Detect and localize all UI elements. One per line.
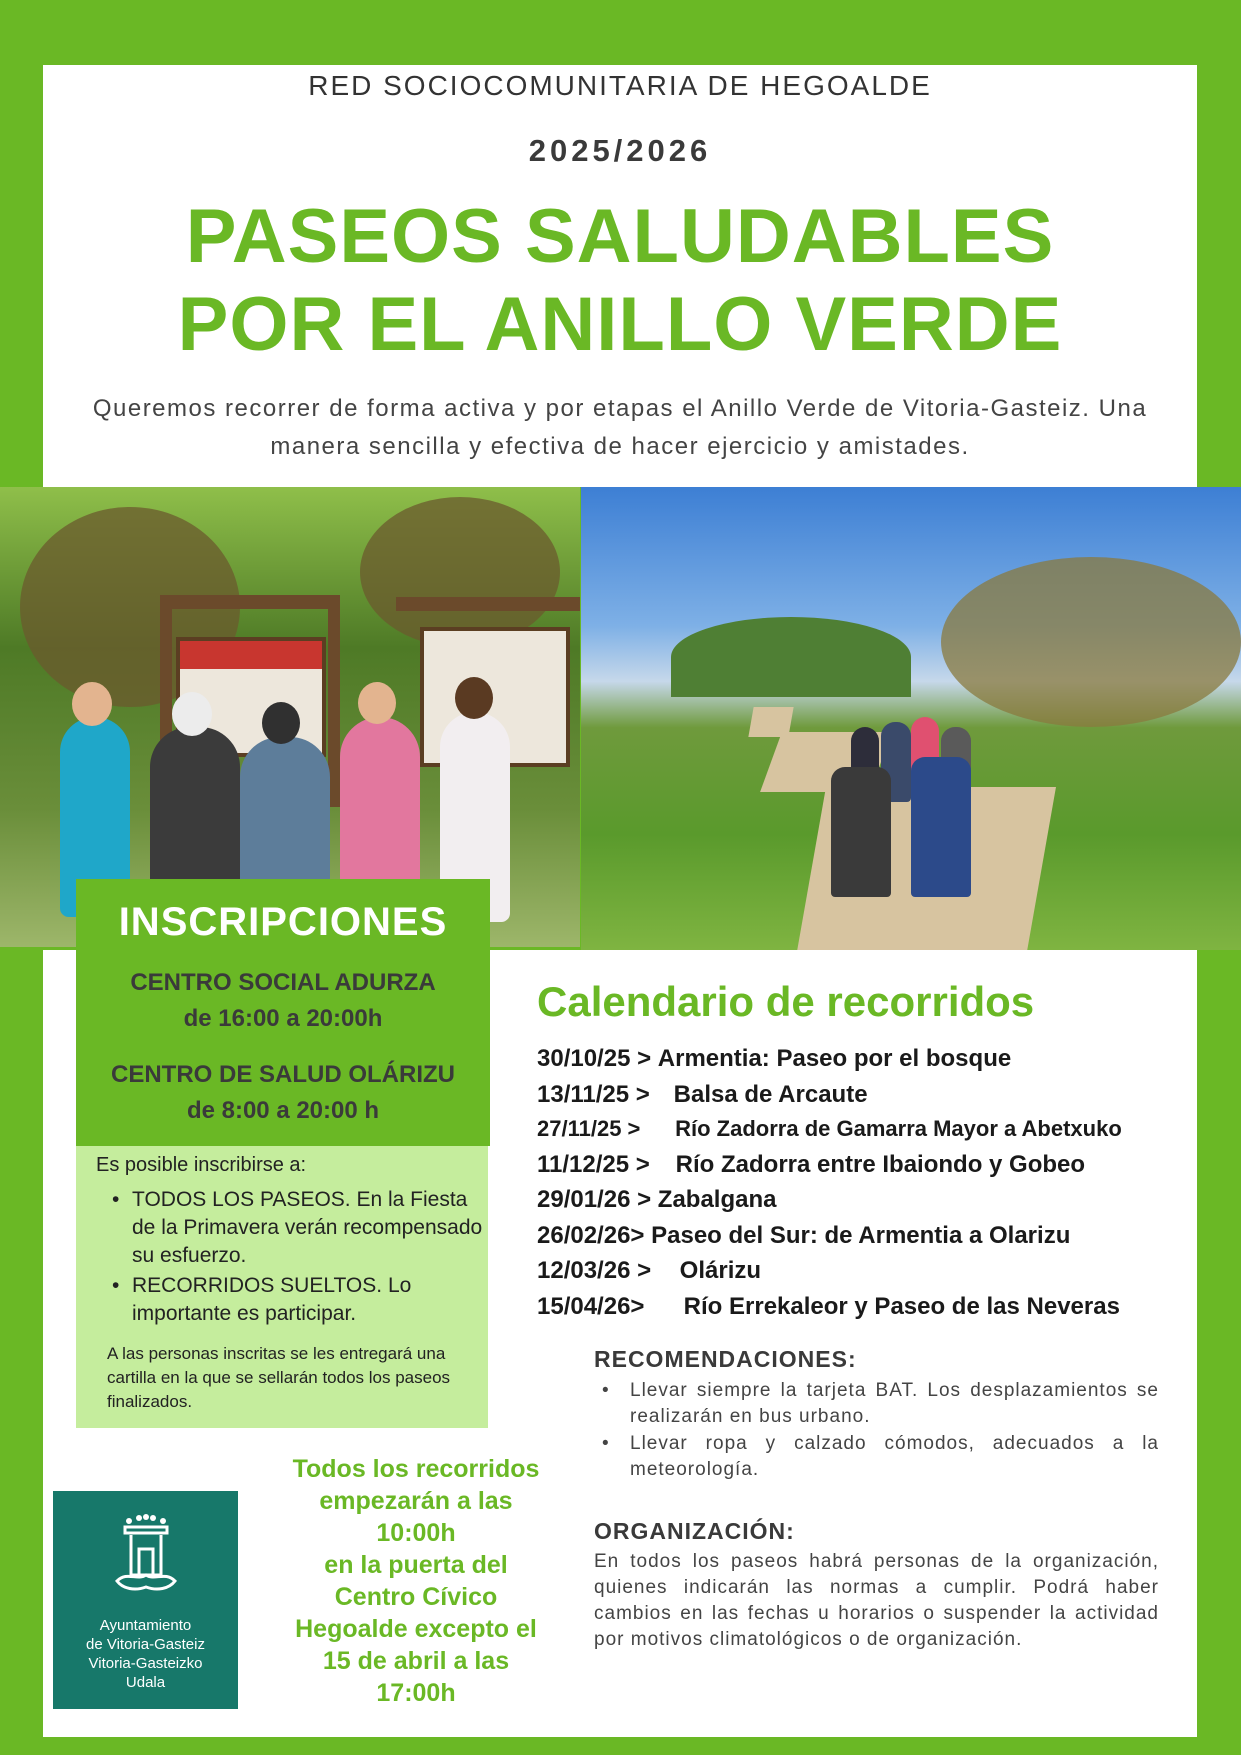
organization-text: En todos los paseos habrá personas de la organización, quienes indicarán las normas a cumplir. Podrá haber cambios en las fechas u horarios o suspender la actividad por motivos climatológicos o de organización. <box>594 1551 1159 1650</box>
organization-heading: ORGANIZACIÓN: <box>594 1518 795 1544</box>
main-title <box>43 193 1197 369</box>
registration-hours-1: de 16:00 a 20:00h <box>183 1005 383 1032</box>
recommendations-title: RECOMENDACIONES <box>594 1346 848 1372</box>
calendar-date: 29/01/26 > <box>537 1186 652 1213</box>
calendar-place: Balsa de Arcaute <box>673 1081 868 1108</box>
calendar-place: Río Errekaleor y Paseo de las Neveras <box>683 1293 1120 1320</box>
title-line-2: POR EL ANILLO VERDE <box>177 282 1063 367</box>
logo-line-2: de Vitoria-Gasteiz <box>86 1636 205 1653</box>
list-item: • RECORRIDOS SUELTOS. Lo importante es participar. <box>110 1272 485 1328</box>
calendar-place: Río Zadorra de Gamarra Mayor a Abetxuko <box>675 1116 1122 1141</box>
calendar-place: Zabalgana <box>657 1186 777 1213</box>
calendar-date: 27/11/25 > <box>537 1116 641 1141</box>
calendar-date: 15/04/26> <box>537 1293 645 1320</box>
list-item: • TODOS LOS PASEOS. En la Fiesta de la Primavera verán recompensado su esfuerzo. <box>110 1186 485 1270</box>
calendar-row <box>537 1151 1085 1179</box>
start-line: en la puerta del <box>324 1551 508 1579</box>
calendar-date: 11/12/25 > <box>537 1151 650 1178</box>
logo-line-1: Ayuntamiento <box>99 1617 192 1634</box>
calendar-place: Olárizu <box>679 1257 762 1284</box>
city-council-name <box>53 1616 238 1692</box>
calendar-date: 26/02/26> <box>537 1222 645 1249</box>
walkers-on-path-photo <box>581 487 1241 950</box>
recommendations-heading: RECOMENDACIONES: <box>594 1346 857 1372</box>
registration-options-list <box>110 1186 485 1330</box>
intro-text: Queremos recorrer de forma activa y por etapas el Anillo Verde de Vitoria-Gasteiz. Una manera sencilla y efectiva de hacer ejercicio y amistades. <box>92 395 1148 460</box>
calendar-row <box>537 1222 1070 1250</box>
start-line: 10:00h <box>376 1519 456 1547</box>
calendar-place: Río Zadorra entre Ibaiondo y Gobeo <box>675 1151 1086 1178</box>
calendar-row <box>537 1293 1120 1321</box>
network-name: RED SOCIOCOMUNITARIA DE HEGOALDE <box>308 70 932 101</box>
calendar-date: 13/11/25 > <box>537 1081 650 1108</box>
calendar-row <box>537 1257 761 1285</box>
calendar-date: 12/03/26 > <box>537 1257 652 1284</box>
calendar-date: 30/10/25 > <box>537 1045 652 1072</box>
season-year: 2025/2026 <box>528 133 712 168</box>
calendar-title: Calendario de recorridos <box>537 978 1035 1025</box>
start-line: Centro Cívico <box>334 1583 498 1611</box>
calendar-row <box>537 1186 776 1214</box>
start-line: 17:00h <box>376 1679 456 1707</box>
title-line-1: PASEOS SALUDABLES <box>185 194 1055 279</box>
registration-note: A las personas inscritas se les entregará una cartilla en la que se sellarán todos los paseos finalizados. <box>107 1344 451 1411</box>
organization-title: ORGANIZACIÓN <box>594 1518 787 1544</box>
recommendations-list <box>602 1378 1159 1484</box>
registration-title: INSCRIPCIONES <box>118 900 448 944</box>
city-council-logo <box>53 1491 238 1709</box>
registration-info-lead: Es posible inscribirse a: <box>96 1154 307 1176</box>
start-line: Todos los recorridos <box>292 1455 540 1483</box>
group-at-signboard-photo <box>0 487 580 947</box>
start-time-notice <box>268 1453 564 1709</box>
logo-line-4: Udala <box>125 1674 166 1691</box>
registration-hours-2: de 8:00 a 20:00 h <box>186 1097 380 1124</box>
city-crest-icon <box>53 1491 238 1611</box>
registration-info-box <box>76 1146 488 1428</box>
list-item: • Llevar ropa y calzado cómodos, adecuados a la meteorología. <box>602 1431 1159 1483</box>
calendar-place: Paseo del Sur: de Armentia a Olarizu <box>651 1222 1071 1249</box>
list-item: • Llevar siempre la tarjeta BAT. Los desplazamientos se realizarán en bus urbano. <box>602 1378 1159 1430</box>
start-line: 15 de abril a las <box>322 1647 510 1675</box>
calendar-row <box>537 1081 868 1109</box>
start-line: empezarán a las <box>319 1487 513 1515</box>
start-line: Hegoalde excepto el <box>295 1615 537 1643</box>
calendar-place: Armentia: Paseo por el bosque <box>657 1045 1012 1072</box>
calendar-row <box>537 1116 1122 1142</box>
logo-line-3: Vitoria-Gasteizko <box>88 1655 203 1672</box>
calendar-row <box>537 1045 1011 1073</box>
registration-place-2: CENTRO DE SALUD OLÁRIZU <box>111 1061 455 1088</box>
registration-place-1: CENTRO SOCIAL ADURZA <box>130 969 436 996</box>
